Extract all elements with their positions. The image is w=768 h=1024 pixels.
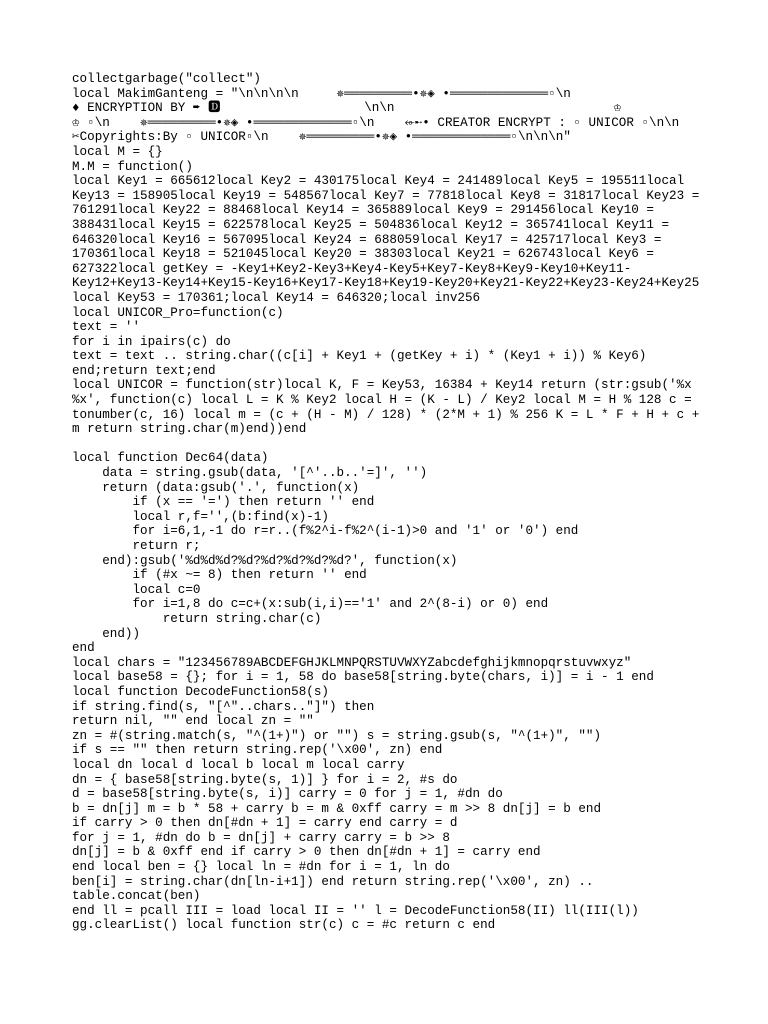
code-line: if string.find(s, "[^"..chars.."]") then xyxy=(72,699,375,714)
code-line: local Key53 = 170361;local Key14 = 646320;local inv256 xyxy=(72,290,481,305)
code-line: d = base58[string.byte(s, i)] carry = 0 for j = 1, #dn do xyxy=(72,787,503,802)
code-line: Key12+Key13-Key14+Key15-Key16+Key17-Key18+Key19-Key20+Key21-Key22+Key23-Key24+Key25 xyxy=(72,276,700,291)
code-line: return (data:gsub('.', function(x) xyxy=(72,480,360,495)
code-line: 170361local Key18 = 521045local Key20 = 38303local Key21 = 626743local Key6 = xyxy=(72,247,654,262)
code-line: local MakimGanteng = "\n\n\n\n ✵═════════•✵◈ •═════════════▫\n xyxy=(72,86,571,101)
code-line: local dn local d local b local m local carry xyxy=(72,757,405,772)
code-line: ben[i] = string.char(dn[ln-i+1]) end return string.rep('\x00', zn) .. xyxy=(72,874,594,889)
code-line: collectgarbage("collect") xyxy=(72,72,261,86)
code-line: for i=6,1,-1 do r=r..(f%2^i-f%2^(i-1)>0 and '1' or '0') end xyxy=(72,524,579,539)
code-line: data = string.gsub(data, '[^'..b..'=]', '') xyxy=(72,466,428,481)
code-line: for i=1,8 do c=c+(x:sub(i,i)=='1' and 2^(8-i) or 0) end xyxy=(72,597,549,612)
code-line: end):gsub('%d%d%d?%d?%d?%d?%d?%d?', function(x) xyxy=(72,553,458,568)
code-line: %x', function(c) local L = K % Key2 local H = (K - L) / Key2 local M = H % 128 c = xyxy=(72,393,692,408)
code-line: local Key1 = 665612local Key2 = 430175local Key4 = 241489local Key5 = 195511local xyxy=(72,174,685,189)
code-line: Key13 = 158905local Key19 = 548567local Key7 = 77818local Key8 = 31817local Key23 = xyxy=(72,188,700,203)
code-line: for i in ipairs(c) do xyxy=(72,334,231,349)
code-line: local chars = "123456789ABCDEFGHJKLMNPQRSTUVWXYZabcdefghijkmnopqrstuvwxyz" xyxy=(72,655,632,670)
code-line: ♦ ENCRYPTION BY ➨ 🅳 \n\n ♔ xyxy=(72,101,622,116)
code-line: table.concat(ben) xyxy=(72,889,201,904)
code-line: tonumber(c, 16) local m = (c + (H - M) / 128) * (2*M + 1) % 256 K = L * F + H + c + xyxy=(72,407,700,422)
code-line: end;return text;end xyxy=(72,363,216,378)
code-line: return r; xyxy=(72,539,201,553)
code-line: if carry > 0 then dn[#dn + 1] = carry end carry = d xyxy=(72,816,458,831)
code-line: 388431local Key15 = 622578local Key25 = 504836local Key12 = 365741local Key11 = xyxy=(72,217,670,232)
code-line: local function Dec64(data) xyxy=(72,451,269,466)
code-line xyxy=(72,437,712,452)
code-line: local base58 = {}; for i = 1, 58 do base58[string.byte(chars, i)] = i - 1 end xyxy=(72,670,654,685)
code-line: b = dn[j] m = b * 58 + carry b = m & 0xff carry = m >> 8 dn[j] = b end xyxy=(72,801,602,816)
code-line: ✂Copyrights:By ▫ UNICOR▫\n ✵═════════•✵◈ •═════════════▫\n\n\n" xyxy=(72,130,571,145)
code-line: end local ben = {} local ln = #dn for i = 1, ln do xyxy=(72,860,450,875)
code-line: return nil, "" end local zn = "" xyxy=(72,714,314,729)
code-line: 627322local getKey = -Key1+Key2-Key3+Key4-Key5+Key7-Key8+Key9-Key10+Key11- xyxy=(72,261,632,276)
code-line: if (x == '=') then return '' end xyxy=(72,495,375,510)
code-line: end ll = pcall III = load local II = '' l = DecodeFunction58(II) ll(III(l)) xyxy=(72,903,639,918)
code-line: end)) xyxy=(72,626,141,641)
code-line: local c=0 xyxy=(72,582,201,597)
code-line: text = '' xyxy=(72,320,141,335)
code-line: M.M = function() xyxy=(72,159,193,174)
code-line: local UNICOR_Pro=function(c) xyxy=(72,305,284,320)
code-line: local M = {} xyxy=(72,144,163,159)
code-line: dn = { base58[string.byte(s, 1)] } for i = 2, #s do xyxy=(72,772,458,787)
code-line: ♔ ▫\n ✵═════════•✵◈ •═════════════▫\n ⬰➸• CREATOR ENCRYPT : ▫ UNICOR ▫\n\n xyxy=(72,115,680,130)
code-line: 761291local Key22 = 88468local Key14 = 365889local Key9 = 291456local Key10 = xyxy=(72,203,654,218)
code-line: local r,f='',(b:find(x)-1) xyxy=(72,509,329,524)
code-line: 646320local Key16 = 567095local Key24 = 688059local Key17 = 425717local Key3 = xyxy=(72,232,662,247)
code-line: gg.clearList() local function str(c) c = #c return c end xyxy=(72,918,496,933)
code-line: local UNICOR = function(str)local K, F = Key53, 16384 + Key14 return (str:gsub('%x xyxy=(72,378,692,393)
code-line: m return string.char(m)end))end xyxy=(72,422,307,437)
code-line: for j = 1, #dn do b = dn[j] + carry carry = b >> 8 xyxy=(72,830,450,845)
code-line: return string.char(c) xyxy=(72,611,322,626)
code-line: dn[j] = b & 0xff end if carry > 0 then dn[#dn + 1] = carry end xyxy=(72,845,541,860)
code-line: zn = #(string.match(s, "^(1+)") or "") s = string.gsub(s, "^(1+)", "") xyxy=(72,728,602,743)
code-line: end xyxy=(72,641,95,656)
code-line: local function DecodeFunction58(s) xyxy=(72,684,329,699)
code-document xyxy=(72,72,712,933)
code-line: if s == "" then return string.rep('\x00', zn) end xyxy=(72,743,443,758)
code-line: text = text .. string.char((c[i] + Key1 + (getKey + i) * (Key1 + i)) % Key6) xyxy=(72,349,647,364)
code-line: if (#x ~= 8) then return '' end xyxy=(72,568,367,583)
